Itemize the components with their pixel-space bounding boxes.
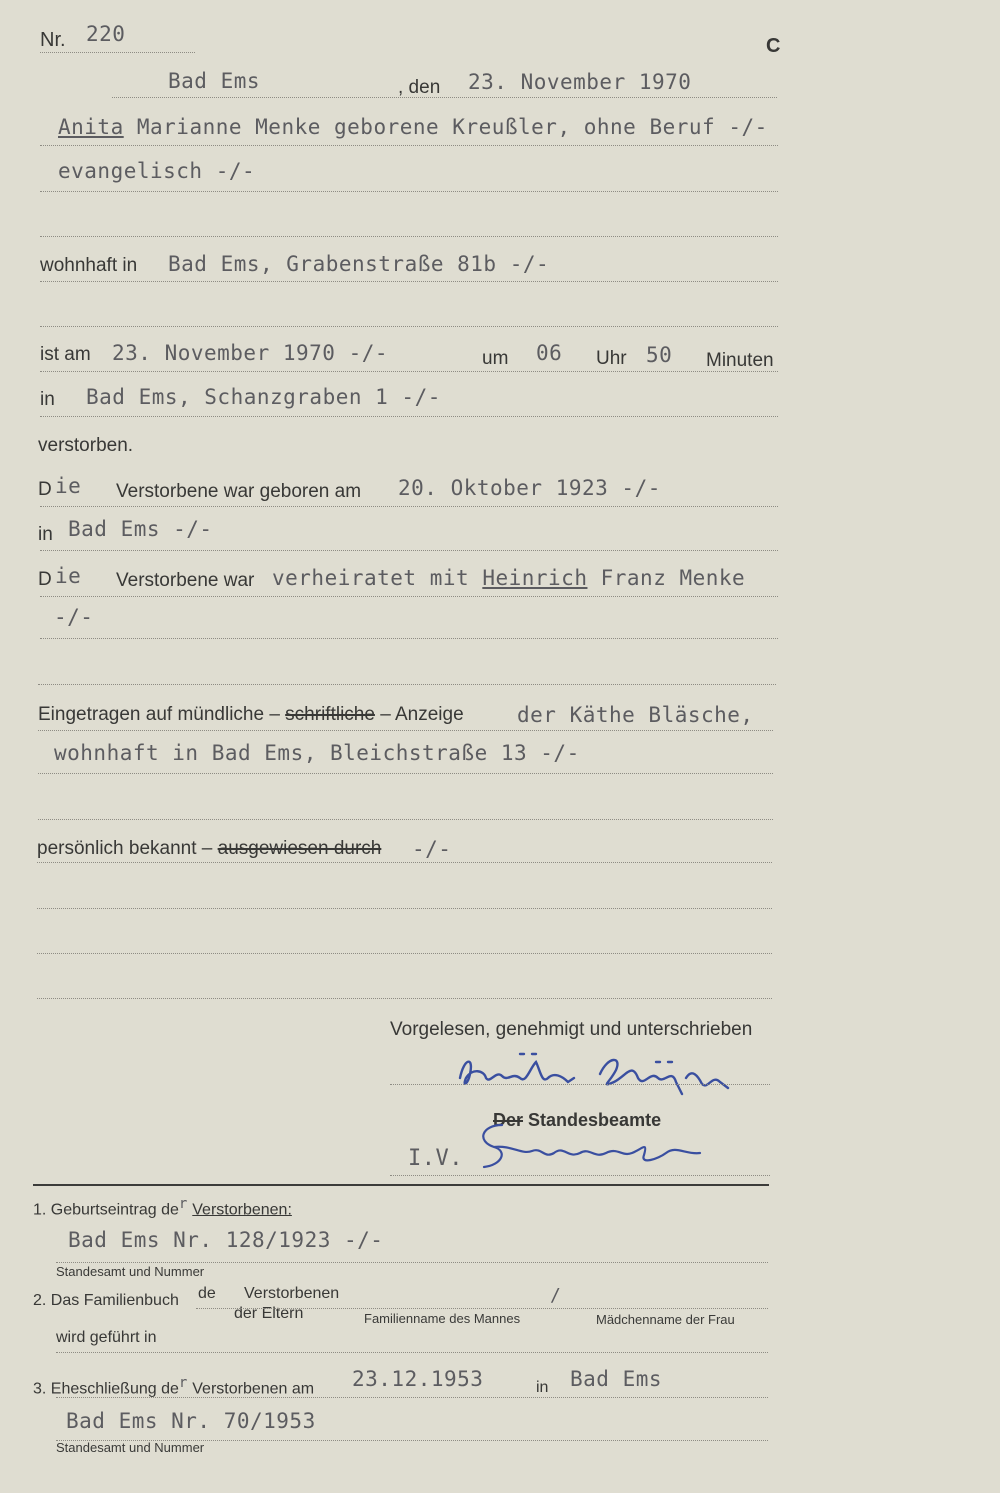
birth-line: [40, 506, 778, 507]
name-rest: Marianne Menke geborene Kreußler, ohne Beruf -/-: [136, 115, 768, 139]
informant: der Käthe Bläsche,: [517, 703, 754, 727]
death-date: 23. November 1970 -/-: [112, 341, 389, 365]
um-label: um: [482, 348, 509, 369]
n3-text-b: Verstorbenen am: [192, 1380, 315, 1398]
minuten-label: Minuten: [706, 350, 774, 371]
label-b: – Anzeige: [380, 704, 464, 725]
uhr-label: Uhr: [596, 348, 627, 369]
marital-dash: -/-: [54, 605, 94, 629]
wohnhaft-label: wohnhaft in: [40, 255, 138, 276]
name-line: [40, 145, 778, 146]
n2-option2: der Eltern: [234, 1305, 304, 1322]
marriage-date: 23.12.1953: [352, 1367, 484, 1391]
place-date-line: [112, 97, 777, 98]
n3-line: [56, 1397, 768, 1398]
den-label: , den: [398, 77, 441, 98]
birth-in-label: in: [38, 524, 53, 545]
blank-line-1: [40, 236, 778, 237]
death-hour: 06: [536, 341, 563, 365]
n3-sup: r: [178, 1375, 188, 1391]
n1-text: 1. Geburtseintrag de: [33, 1201, 179, 1219]
struck-schriftliche: schriftliche: [285, 704, 375, 725]
n2-line-2: [56, 1352, 768, 1353]
spouse-first-name: Heinrich: [482, 566, 588, 590]
standesbeamte-text: Standesbeamte: [528, 1110, 662, 1130]
nr-line: [40, 52, 195, 53]
status-text: verheiratet mit: [272, 566, 470, 590]
marital-line: [40, 596, 778, 597]
n1-text-b: Verstorbenen:: [192, 1201, 292, 1219]
death-place: Bad Ems, Schanzgraben 1 -/-: [86, 385, 441, 409]
note1-label: [33, 1197, 292, 1218]
informant-address: wohnhaft in Bad Ems, Bleichstraße 13 -/-: [54, 741, 580, 765]
registration-line: [38, 730, 773, 731]
blank-line-4: [38, 819, 773, 820]
deceased-name: [58, 117, 768, 138]
official-signature: [472, 1115, 712, 1175]
marriage-place: Bad Ems: [570, 1367, 663, 1391]
religion-line: [40, 191, 778, 192]
death-time-line: [40, 371, 778, 372]
n2-option1: Verstorbenen: [244, 1285, 340, 1302]
death-place-line: [40, 416, 778, 417]
n2-slash: /: [550, 1285, 562, 1306]
n2-de: de: [198, 1285, 216, 1302]
blank-line-3: [38, 684, 776, 685]
nr-label: Nr.: [40, 29, 66, 51]
n2-caption-wife: Mädchenname der Frau: [596, 1312, 735, 1327]
blank-line-6: [37, 953, 772, 954]
religion: evangelisch -/-: [58, 159, 256, 183]
birth-entry: Bad Ems Nr. 128/1923 -/-: [68, 1228, 384, 1252]
birth-label: Verstorbene war geboren am: [116, 481, 362, 502]
blank-line-2: [40, 326, 778, 327]
in-label: in: [40, 389, 55, 410]
signer-signature-text: Bräuchen Bläsche: [452, 1096, 462, 1097]
ist-am-label: ist am: [40, 344, 91, 365]
marital-label: Verstorbene war: [116, 570, 255, 591]
marital-line-2: [40, 638, 778, 639]
n3-caption: Standesamt und Nummer: [56, 1440, 205, 1455]
birth-date: 20. Oktober 1923 -/-: [398, 476, 661, 500]
iv-label: I.V.: [408, 1146, 463, 1171]
residence: Bad Ems, Grabenstraße 81b -/-: [168, 252, 550, 276]
official-signature-text: Sommer: [474, 1173, 478, 1174]
register-number: 220: [86, 22, 126, 46]
marital-status: [272, 568, 745, 589]
blank-line-7: [37, 998, 772, 999]
section-divider: [33, 1184, 769, 1186]
n1-caption: Standesamt und Nummer: [56, 1264, 205, 1279]
known-label: [37, 839, 381, 858]
marriage-entry: Bad Ems Nr. 70/1953: [66, 1409, 316, 1433]
signer-signature: [450, 1048, 750, 1100]
die-typed: ie: [55, 474, 82, 498]
known-line: [37, 862, 772, 863]
n2-caption-husband: Familienname des Mannes: [364, 1311, 521, 1326]
place: Bad Ems: [168, 69, 261, 93]
registration-label: [38, 705, 464, 724]
n1-line: [56, 1262, 768, 1263]
n3-text: 3. Eheschließung de: [33, 1380, 179, 1398]
n3-in: in: [536, 1379, 549, 1396]
n2-led-in: wird geführt in: [56, 1329, 157, 1346]
spouse-rest: Franz Menke: [600, 566, 746, 590]
birth-place: Bad Ems -/-: [68, 517, 213, 541]
label-a: Eingetragen auf mündliche –: [38, 704, 280, 725]
first-name: Anita: [58, 115, 124, 139]
verstorben-label: verstorben.: [38, 435, 134, 456]
note2-label: 2. Das Familienbuch: [33, 1292, 179, 1309]
read-approved-label: Vorgelesen, genehmigt und unterschrieben: [390, 1019, 753, 1040]
birth-place-line: [40, 550, 778, 551]
note3-label: [33, 1376, 314, 1397]
n1-sup: r: [178, 1196, 188, 1212]
n2-line: [196, 1308, 768, 1309]
record-date: 23. November 1970: [468, 70, 692, 94]
official-line: [390, 1175, 770, 1176]
struck-der: Der: [493, 1110, 524, 1130]
die-prefix: D: [38, 479, 52, 500]
blank-line-5: [37, 908, 772, 909]
die-prefix-2: D: [38, 569, 52, 590]
corner-letter: C: [766, 35, 781, 57]
address-line: [38, 773, 773, 774]
known-text: persönlich bekannt –: [37, 838, 213, 859]
struck-ausgewiesen: ausgewiesen durch: [217, 838, 382, 859]
die-typed-2: ie: [55, 564, 82, 588]
signer-line: [390, 1084, 770, 1085]
known-dash: -/-: [412, 837, 452, 861]
residence-line: [40, 281, 778, 282]
death-minute: 50: [646, 343, 673, 367]
